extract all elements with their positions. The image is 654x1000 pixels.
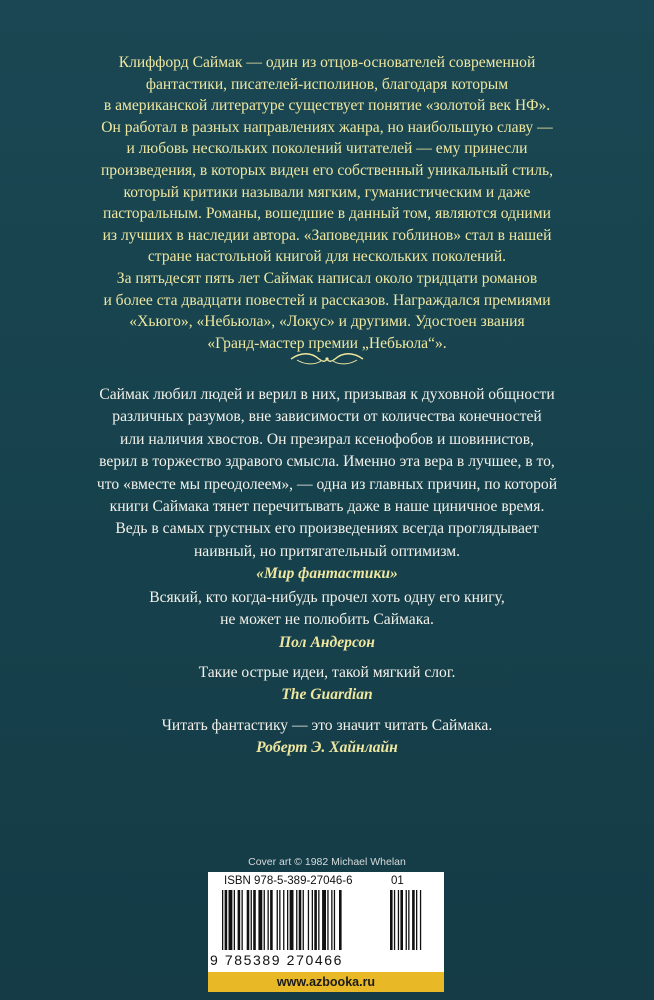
- quote-heinlein: [40, 715, 614, 760]
- annotation-line: Клиффорд Саймак — один из отцов-основателей современной: [118, 54, 536, 71]
- quote-anderson: [40, 587, 614, 654]
- annotation-line: «Хьюго», «Небьюла», «Локус» и другими. Удостоен звания: [129, 313, 525, 331]
- review-line: наивный, но притягательный оптимизм.: [193, 542, 461, 560]
- review-line: Ведь в самых грустных его произведениях всегда проглядывает: [115, 520, 539, 538]
- barcode-bar: [222, 890, 223, 950]
- barcode-bar: [322, 890, 326, 950]
- annotation-line: и любовь нескольких поколений читателей — ему принесли: [126, 140, 528, 158]
- barcode-bar: [225, 890, 228, 950]
- review-line: что «вместе мы преодолеем», — одна из главных причин, по которой: [96, 475, 558, 493]
- barcode-bar: [234, 890, 235, 950]
- ornament-divider-icon: [289, 350, 365, 368]
- barcode-bar: [258, 890, 262, 950]
- barcode-bar: [270, 890, 273, 950]
- barcode-addon-bar: [390, 890, 393, 950]
- annotation-line: произведения, в которых виден его собственный уникальный стиль,: [100, 161, 554, 179]
- annotation-line: фантастики, писателей-исполинов, благодаря которым: [145, 75, 509, 93]
- barcode-addon-bar: [394, 890, 395, 950]
- annotation-line: в американской литературе существует понятие «золотой век НФ».: [103, 97, 551, 115]
- barcode-addon-bar: [416, 890, 417, 950]
- barcode-bar: [264, 890, 265, 950]
- barcode-bar: [308, 890, 309, 950]
- quote-author: The Guardian: [281, 686, 373, 704]
- annotation-line: пасторальным. Романы, вошедшие в данный том, являются одними: [102, 205, 551, 223]
- barcode-bar: [318, 890, 319, 950]
- barcode-bar: [296, 890, 297, 950]
- isbn-label: ISBN 978-5-389-27046-6: [224, 875, 353, 887]
- annotation-line: который критики называли мягким, гуманистическим и даже: [123, 183, 531, 201]
- barcode-bar: [312, 890, 313, 950]
- quote-line: Всякий, кто когда-нибудь прочел хоть одну его книгу,: [149, 589, 505, 606]
- barcode-bar: [299, 890, 302, 950]
- quote-author: Пол Андерсон: [279, 633, 375, 651]
- review-line: или наличия хвостов. Он презирал ксенофобов и шовинистов,: [120, 430, 534, 448]
- barcode-bar: [238, 890, 241, 950]
- quote-line: не может не полюбить Саймака.: [220, 611, 434, 629]
- isbn-addon: 01: [391, 875, 404, 887]
- review-source: «Мир фантастики»: [256, 565, 398, 583]
- annotation-line: стране настольной книгой для нескольких поколений.: [147, 248, 507, 266]
- barcode-bar: [327, 890, 328, 950]
- barcode-bar: [334, 890, 335, 950]
- barcode-bar: [247, 890, 250, 950]
- quote-author: Роберт Э. Хайнлайн: [256, 739, 398, 757]
- review-text: [40, 384, 614, 586]
- review-line: верил в торжество здравого смысла. Именно эта вера в лучшее, в то,: [99, 453, 555, 471]
- barcode-bar: [287, 890, 288, 950]
- barcode-addon-bar: [406, 890, 407, 950]
- annotation-line: из лучших в наследии автора. «Заповедник гоблинов» стал в нашей: [102, 226, 552, 244]
- cover-art-credit: Cover art © 1982 Michael Whelan: [248, 856, 406, 868]
- review-line: книги Саймака тянет перечитывать даже в наше циничное время.: [109, 498, 545, 516]
- annotation-line: За пятьдесят пять лет Саймак написал около тридцати романов: [116, 269, 538, 287]
- quote-line: Такие острые идеи, такой мягкий слог.: [198, 664, 456, 681]
- barcode-bar: [303, 890, 304, 950]
- barcode-bar: [268, 890, 269, 950]
- barcode-addon-bar: [408, 890, 409, 950]
- quote-guardian: [40, 662, 614, 707]
- barcode-bar: [290, 890, 294, 950]
- barcode-bar: [283, 890, 284, 950]
- barcode-addon-bar: [400, 890, 403, 950]
- review-line: различных разумов, вне зависимости от количества конечностей: [112, 408, 542, 426]
- annotation-line: и более ста двадцати повестей и рассказов. Награждался премиями: [103, 291, 551, 309]
- barcode-bars-icon: [208, 890, 444, 954]
- annotation-text: [60, 52, 594, 354]
- annotation-line: «Гранд-мастер премии „Небьюла“».: [207, 334, 447, 352]
- annotation-line: Он работал в разных направлениях жанра, но наибольшую славу —: [101, 118, 553, 136]
- barcode-bar: [251, 890, 252, 950]
- barcode-addon-bar: [398, 890, 399, 950]
- publisher-website: www.azbooka.ru: [208, 972, 444, 992]
- barcode-digits: 9 785389 270466: [210, 952, 343, 968]
- barcode-bar: [253, 890, 256, 950]
- barcode-bar: [242, 890, 243, 950]
- barcode-bar: [314, 890, 317, 950]
- barcode-bar: [229, 890, 233, 950]
- barcode-bar: [279, 890, 280, 950]
- barcode-addon-bar: [420, 890, 421, 950]
- barcode-addon-bar: [412, 890, 415, 950]
- review-line: Саймак любил людей и верил в них, призывая к духовной общности: [99, 386, 555, 403]
- barcode-bar: [277, 890, 278, 950]
- barcode-bar: [331, 890, 332, 950]
- quote-line: Читать фантастику — это значит читать Саймака.: [161, 717, 493, 734]
- barcode-bar: [339, 890, 342, 950]
- isbn-barcode: [208, 872, 444, 972]
